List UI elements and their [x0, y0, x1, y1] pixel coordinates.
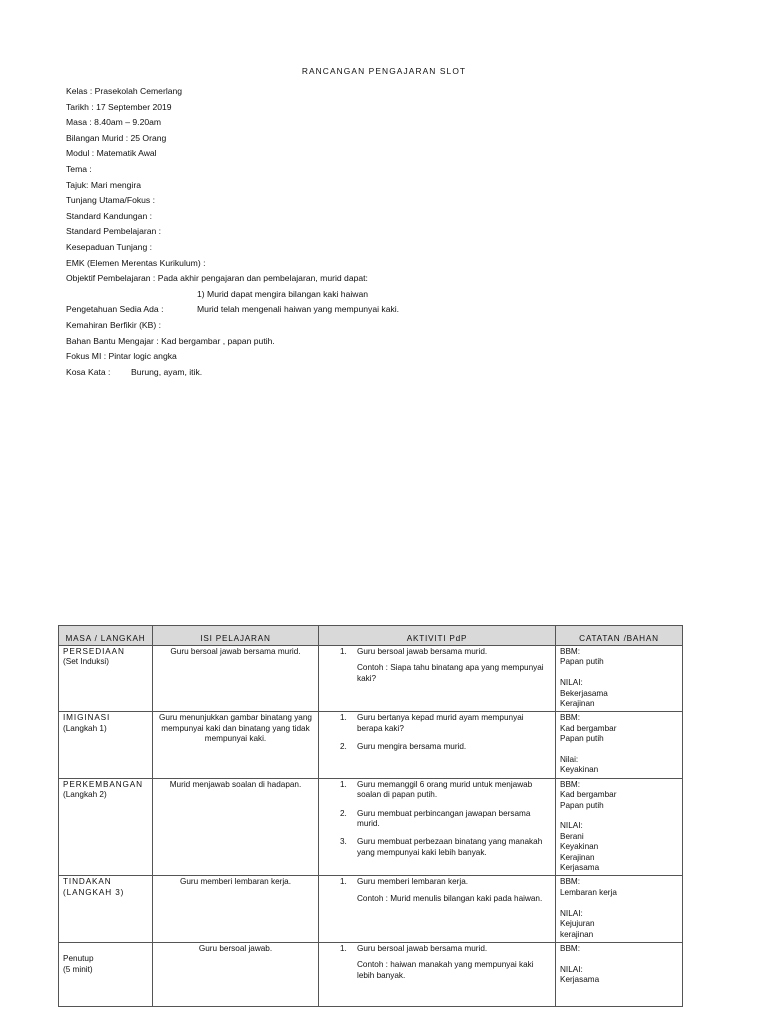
info-objektif-item — [66, 287, 706, 303]
lesson-info — [66, 84, 706, 380]
info-emk — [66, 256, 706, 272]
note-line — [560, 898, 678, 908]
info-masa — [66, 115, 706, 131]
header-catatan-bahan: CATATAN /BAHAN — [556, 626, 683, 646]
list-item — [323, 877, 551, 887]
info-label: Standard Pembelajaran : — [66, 226, 162, 237]
info-standard-pembelajaran — [66, 224, 706, 240]
item-text: Guru bersoal jawab bersama murid. — [357, 943, 488, 953]
spacer — [63, 944, 148, 954]
lesson-plan-table — [58, 625, 683, 1007]
info-label: Tema : — [66, 163, 92, 174]
note-line: BBM: — [560, 877, 581, 887]
table-row — [59, 646, 683, 712]
info-objektif — [66, 271, 706, 287]
cell-aktiviti — [319, 712, 556, 778]
info-kosa-kata — [66, 365, 706, 381]
note-line: Kerajinan — [560, 699, 595, 709]
info-label: Kelas : Prasekolah Cemerlang — [66, 86, 183, 96]
cell-isi: Murid menjawab soalan di hadapan. — [153, 778, 319, 876]
cell-isi: Guru bersoal jawab. — [153, 942, 319, 1006]
stage-sub: (5 minit) — [63, 964, 93, 974]
stage-sub: (Langkah 2) — [63, 790, 107, 800]
info-tajuk — [66, 178, 706, 194]
info-bilangan-murid — [66, 131, 706, 147]
cell-isi: Guru menunjukkan gambar binatang yang mempunyai kaki dan binatang yang tidak mempunyai kaki. — [153, 712, 319, 778]
note-line — [560, 668, 678, 678]
cell-aktiviti — [319, 876, 556, 942]
cell-catatan — [556, 646, 683, 712]
info-label: Tarikh : 17 September 2019 — [66, 101, 172, 112]
info-kemahiran-berfikir — [66, 318, 706, 334]
info-label: Fokus MI : Pintar logic angka — [66, 351, 177, 362]
note-line: Lembaran kerja — [560, 887, 617, 897]
item-text: Guru membuat perbezaan binatang yang manakah yang mempunyai kaki lebih banyak. — [357, 837, 543, 857]
info-tema — [66, 162, 706, 178]
cell-catatan — [556, 876, 683, 942]
info-tarikh — [66, 100, 706, 116]
item-number: 2. — [340, 808, 347, 818]
cell-masa — [59, 646, 153, 712]
table-row — [59, 876, 683, 942]
header-aktiviti: AKTIVITI PdP — [319, 626, 556, 646]
info-label: EMK (Elemen Merentas Kurikulum) : — [66, 257, 206, 268]
note-line — [560, 954, 678, 964]
item-number: 1. — [340, 713, 347, 723]
stage-name: PERSEDIAAN — [63, 647, 125, 656]
info-label: Masa : 8.40am – 9.20am — [66, 117, 162, 128]
note-line: BBM: — [560, 943, 581, 953]
note-line: Berani — [560, 831, 584, 841]
activity-list — [323, 944, 551, 954]
info-value: 1) Murid dapat mengira bilangan kaki haiwan — [197, 288, 369, 299]
list-item — [323, 944, 551, 954]
stage-sub: (Langkah 1) — [63, 723, 107, 733]
info-kelas — [66, 84, 706, 100]
info-fokus-mi — [66, 349, 706, 365]
header-masa-langkah: MASA / LANGKAH — [59, 626, 153, 646]
info-label: Modul : Matematik Awal — [66, 148, 157, 159]
table-row — [59, 942, 683, 1006]
list-item — [323, 647, 551, 657]
note-line: Bekerjasama — [560, 688, 608, 698]
list-item — [323, 809, 551, 830]
item-text: Guru memberi lembaran kerja. — [357, 877, 469, 887]
note-line: BBM: — [560, 713, 581, 723]
activity-example: Contoh : Murid menulis bilangan kaki pada haiwan. — [357, 893, 543, 903]
cell-masa — [59, 778, 153, 876]
note-line: Kerajinan — [560, 852, 595, 862]
note-line: Papan putih — [560, 800, 604, 810]
stage-name: TINDAKAN — [63, 877, 112, 887]
stage-name: Penutup — [63, 954, 94, 964]
stage-sub: (LANGKAH 3) — [63, 887, 125, 897]
note-line: Keyakinan — [560, 842, 599, 852]
info-label: Kesepaduan Tunjang : — [66, 241, 153, 252]
note-line — [560, 811, 678, 821]
item-text: Guru mengira bersama murid. — [357, 742, 467, 752]
info-label: Kosa Kata : — [66, 366, 111, 377]
cell-aktiviti — [319, 942, 556, 1006]
note-line: NILAI: — [560, 821, 583, 831]
stage-name: IMIGINASI — [63, 713, 111, 723]
note-line: Kad bergambar — [560, 723, 617, 733]
stage-name: PERKEMBANGAN — [63, 779, 143, 789]
note-line: NILAI: — [560, 908, 583, 918]
info-label: Standard Kandungan : — [66, 210, 153, 221]
info-standard-kandungan — [66, 209, 706, 225]
note-line — [560, 745, 678, 755]
item-number: 1. — [340, 943, 347, 953]
list-item — [323, 780, 551, 801]
note-line: Kejujuran — [560, 919, 595, 929]
note-line: BBM: — [560, 779, 581, 789]
note-line: Papan putih — [560, 734, 604, 744]
item-text: Guru bersoal jawab bersama murid. — [357, 647, 488, 656]
info-value: Pada akhir pengajaran dan pembelajaran, murid dapat: — [157, 273, 368, 284]
note-line: Nilai: — [560, 755, 579, 765]
info-bahan-bantu — [66, 334, 706, 350]
stage-sub: (Set Induksi) — [63, 657, 109, 667]
header-isi-pelajaran: ISI PELAJARAN — [153, 626, 319, 646]
activity-list — [323, 713, 551, 752]
table-header-row — [59, 626, 683, 646]
item-text: Guru bertanya kepad murid ayam mempunyai berapa kaki? — [357, 713, 524, 733]
cell-aktiviti — [319, 646, 556, 712]
cell-masa — [59, 876, 153, 942]
info-kesepaduan-tunjang — [66, 240, 706, 256]
cell-isi: Guru bersoal jawab bersama murid. — [153, 646, 319, 712]
cell-catatan — [556, 712, 683, 778]
note-line: Kad bergambar — [560, 790, 617, 800]
note-line: Keyakinan — [560, 765, 599, 775]
item-number: 1. — [340, 647, 347, 656]
info-modul — [66, 146, 706, 162]
activity-list — [323, 877, 551, 887]
cell-masa — [59, 712, 153, 778]
document-title: RANCANGAN PENGAJARAN SLOT — [301, 66, 467, 76]
info-pengetahuan — [66, 302, 706, 318]
activity-list — [323, 780, 551, 858]
note-line: Kerjasama — [560, 863, 600, 873]
info-label: Objektif Pembelajaran : — [66, 273, 156, 284]
info-label: Bahan Bantu Mengajar : Kad bergambar , papan putih. — [66, 335, 275, 346]
table-row — [59, 778, 683, 876]
info-value: Burung, ayam, itik. — [131, 366, 203, 377]
note-line: BBM: — [560, 647, 581, 656]
info-label: Tunjang Utama/Fokus : — [66, 195, 156, 206]
note-line: NILAI: — [560, 678, 583, 688]
info-label: Pengetahuan Sedia Ada : — [66, 304, 164, 315]
list-item — [323, 713, 551, 734]
note-line: Papan putih — [560, 657, 604, 667]
item-text: Guru memanggil 6 orang murid untuk menjawab soalan di papan putih. — [357, 779, 533, 800]
list-item — [323, 837, 551, 858]
table-row — [59, 712, 683, 778]
cell-isi: Guru memberi lembaran kerja. — [153, 876, 319, 942]
list-item — [323, 742, 551, 752]
item-text: Guru membuat perbincangan jawapan bersama murid. — [357, 808, 531, 829]
note-line: Kerjasama — [560, 975, 600, 985]
activity-list — [323, 647, 551, 657]
note-line: kerajinan — [560, 929, 594, 939]
item-number: 1. — [340, 779, 347, 789]
cell-catatan — [556, 778, 683, 876]
cell-aktiviti — [319, 778, 556, 876]
item-number: 2. — [340, 742, 347, 752]
info-label: Tajuk: Mari mengira — [66, 179, 141, 190]
note-line: NILAI: — [560, 964, 583, 974]
activity-example: Contoh : Siapa tahu binatang apa yang mempunyai kaki? — [357, 663, 544, 683]
item-number: 3. — [340, 837, 347, 847]
activity-example: Contoh : haiwan manakah yang mempunyai kaki lebih banyak. — [357, 960, 534, 980]
cell-masa — [59, 942, 153, 1006]
info-tunjang-utama — [66, 193, 706, 209]
info-label: Kemahiran Berfikir (KB) : — [66, 319, 162, 330]
info-value: Murid telah mengenali haiwan yang mempunyai kaki. — [197, 304, 400, 315]
cell-catatan — [556, 942, 683, 1006]
item-number: 1. — [340, 877, 347, 887]
info-label: Bilangan Murid : 25 Orang — [66, 132, 167, 143]
